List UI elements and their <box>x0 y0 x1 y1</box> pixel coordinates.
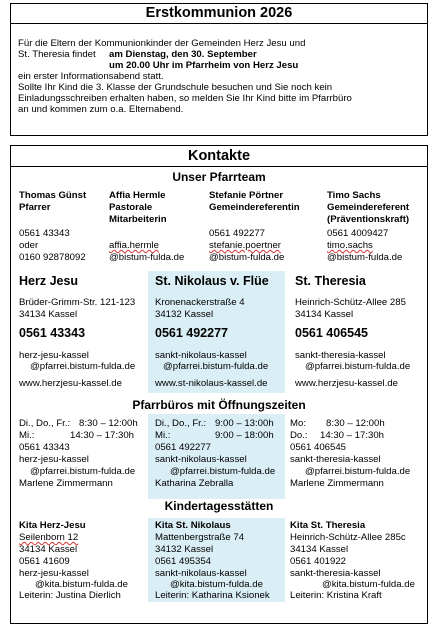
kita-1-email2[interactable]: @kita.bistum-fulda.de <box>35 579 128 590</box>
kita-1-street: Seilenborn 12 <box>19 532 79 543</box>
kita-2-phone: 0561 495354 <box>155 556 212 567</box>
office-1-h1b: 8:30 – 12:00h <box>79 418 138 429</box>
kita-1-lead: Leiterin: Justina Dierlich <box>19 590 121 601</box>
team-1-or: oder <box>19 240 39 251</box>
info-line-1: Für die Eltern der Kommunionkinder der Gemeinden Herz Jesu und <box>18 38 306 49</box>
office-2-email2[interactable]: @pfarrei.bistum-fulda.de <box>170 466 276 477</box>
parish-2-city: 34132 Kassel <box>155 309 214 320</box>
kita-1-email1[interactable]: herz-jesu-kassel <box>19 568 89 579</box>
office-title: Pfarrbüros mit Öffnungszeiten <box>132 398 306 412</box>
kita-title: Kindertagesstätten <box>164 499 274 513</box>
kita-2-email2[interactable]: @kita.bistum-fulda.de <box>170 579 263 590</box>
office-2-h1b: 9:00 – 13:00h <box>215 418 274 429</box>
team-title: Unser Pfarrteam <box>172 170 266 184</box>
parish-2-email1[interactable]: sankt-nikolaus-kassel <box>155 350 247 361</box>
parish-1-web[interactable]: www.herzjesu-kassel.de <box>19 378 122 389</box>
office-1-phone: 0561 43343 <box>19 442 70 453</box>
team-3-email2[interactable]: @bistum-fulda.de <box>209 252 285 263</box>
parish-3-name: St. Theresia <box>295 274 366 288</box>
office-2-email1[interactable]: sankt-nikolaus-kassel <box>155 454 247 465</box>
office-3-h2b: 14:30 – 17:30h <box>320 430 385 441</box>
team-1-role: Pfarrer <box>19 202 51 213</box>
parish-2-email2[interactable]: @pfarrei.bistum-fulda.de <box>163 361 269 372</box>
team-2-name: Affia Hermle <box>109 190 166 201</box>
parish-2-phone: 0561 492277 <box>155 326 228 340</box>
info-line-7: an und kommen zum o.a. Elternabend. <box>18 104 184 115</box>
team-2-email1[interactable]: affia.hermle <box>109 240 159 251</box>
team-4-role1: Gemeindereferent <box>327 202 410 213</box>
kita-3-city: 34134 Kassel <box>290 544 349 555</box>
office-3-person: Marlene Zimmermann <box>290 478 384 489</box>
kita-3-phone: 0561 401922 <box>290 556 347 567</box>
parish-3-web[interactable]: www.herzjesu-kassel.de <box>295 378 398 389</box>
kita-1-phone: 0561 41609 <box>19 556 70 567</box>
parish-3-street: Heinrich-Schütz-Allee 285 <box>295 297 406 308</box>
office-1-h1a: Di., Do., Fr.: <box>19 418 71 429</box>
kita-2-city: 34132 Kassel <box>155 544 214 555</box>
team-1-name: Thomas Günst <box>19 190 87 201</box>
info-line-6: Einladungsschreiben erhalten haben, so melden Sie Ihr Kind bitte im Pfarrbüro <box>18 93 352 104</box>
office-1-h2b: 14:30 – 17:30h <box>70 430 135 441</box>
team-4-email1[interactable]: timo.sachs <box>327 240 373 251</box>
kita-1-city: 34134 Kassel <box>19 544 78 555</box>
office-3-h1b: 8:30 – 12:00h <box>326 418 385 429</box>
team-1-phone2: 0160 92878092 <box>19 252 86 263</box>
office-1-h2a: Mi.: <box>19 430 35 441</box>
kita-3-email1[interactable]: sankt-theresia-kassel <box>290 568 381 579</box>
info-line-4: ein erster Informationsabend statt. <box>18 71 164 82</box>
team-2-email2[interactable]: @bistum-fulda.de <box>109 252 185 263</box>
parish-2-web[interactable]: www.st-nikolaus-kassel.de <box>155 378 268 389</box>
team-3-phone: 0561 492277 <box>209 228 266 239</box>
office-3-email2[interactable]: @pfarrei.bistum-fulda.de <box>305 466 411 477</box>
parish-1-name: Herz Jesu <box>19 274 79 288</box>
kita-2-street: Mattenbergstraße 74 <box>155 532 245 543</box>
parish-3-phone: 0561 406545 <box>295 326 368 340</box>
parish-3-city: 34134 Kassel <box>295 309 354 320</box>
office-3-h1a: Mo: <box>290 418 306 429</box>
team-3-role: Gemeindereferentin <box>209 202 300 213</box>
office-2-h2b: 9:00 – 18:00h <box>215 430 274 441</box>
team-4-email2[interactable]: @bistum-fulda.de <box>327 252 403 263</box>
kita-1-name: Kita Herz-Jesu <box>19 520 86 531</box>
kita-2-lead: Leiterin: Katharina Ksionek <box>155 590 270 601</box>
parish-1-email2[interactable]: @pfarrei.bistum-fulda.de <box>30 361 136 372</box>
office-3-email1[interactable]: sankt-theresia-kassel <box>290 454 381 465</box>
info-line-5: Sollte Ihr Kind die 3. Klasse der Grundschule besuchen und Sie noch kein <box>18 82 333 93</box>
parish-3-email2[interactable]: @pfarrei.bistum-fulda.de <box>305 361 411 372</box>
parish-2-street: Kronenackerstraße 4 <box>155 297 245 308</box>
parish-3-email1[interactable]: sankt-theresia-kassel <box>295 350 386 361</box>
info-line-2a: St. Theresia findet <box>18 49 96 60</box>
office-2-person: Katharina Zebralla <box>155 478 234 489</box>
kontakte-title: Kontakte <box>11 146 427 167</box>
team-1-phone1: 0561 43343 <box>19 228 70 239</box>
office-1-email2[interactable]: @pfarrei.bistum-fulda.de <box>30 466 136 477</box>
parish-1-email1[interactable]: herz-jesu-kassel <box>19 350 89 361</box>
team-2-role1: Pastorale <box>109 202 153 213</box>
office-1-email1[interactable]: herz-jesu-kassel <box>19 454 89 465</box>
info-date: am Dienstag, den 30. September <box>109 49 257 60</box>
office-2-phone: 0561 492277 <box>155 442 212 453</box>
team-3-name: Stefanie Pörtner <box>209 190 284 201</box>
parish-1-street: Brüder-Grimm-Str. 121-123 <box>19 297 136 308</box>
kita-3-email2[interactable]: @kita.bistum-fulda.de <box>322 579 415 590</box>
office-2-h2a: Mi.: <box>155 430 171 441</box>
office-1-person: Marlene Zimmermann <box>19 478 113 489</box>
team-4-role2: (Präventionskraft) <box>327 214 410 225</box>
kita-3-street: Heinrich-Schütz-Allee 285c <box>290 532 406 543</box>
office-2-h1a: Di., Do., Fr.: <box>155 418 207 429</box>
team-4-name: Timo Sachs <box>327 190 381 201</box>
parish-2-name: St. Nikolaus v. Flüe <box>155 274 269 288</box>
kita-3-name: Kita St. Theresia <box>290 520 366 531</box>
team-2-role2: Mitarbeiterin <box>109 214 167 225</box>
kita-2-name: Kita St. Nikolaus <box>155 520 231 531</box>
office-3-phone: 0561 406545 <box>290 442 347 453</box>
erstkommunion-title: Erstkommunion 2026 <box>11 4 427 24</box>
kita-3-lead: Leiterin: Kristina Kraft <box>290 590 382 601</box>
office-3-h2a: Do.: <box>290 430 308 441</box>
info-time: um 20.00 Uhr im Pfarrheim von Herz Jesu <box>109 60 299 71</box>
kita-2-email1[interactable]: sankt-nikolaus-kassel <box>155 568 247 579</box>
team-3-email1[interactable]: stefanie.poertner <box>209 240 281 251</box>
parish-1-phone: 0561 43343 <box>19 326 86 340</box>
parish-1-city: 34134 Kassel <box>19 309 78 320</box>
team-4-phone: 0561 4009427 <box>327 228 389 239</box>
